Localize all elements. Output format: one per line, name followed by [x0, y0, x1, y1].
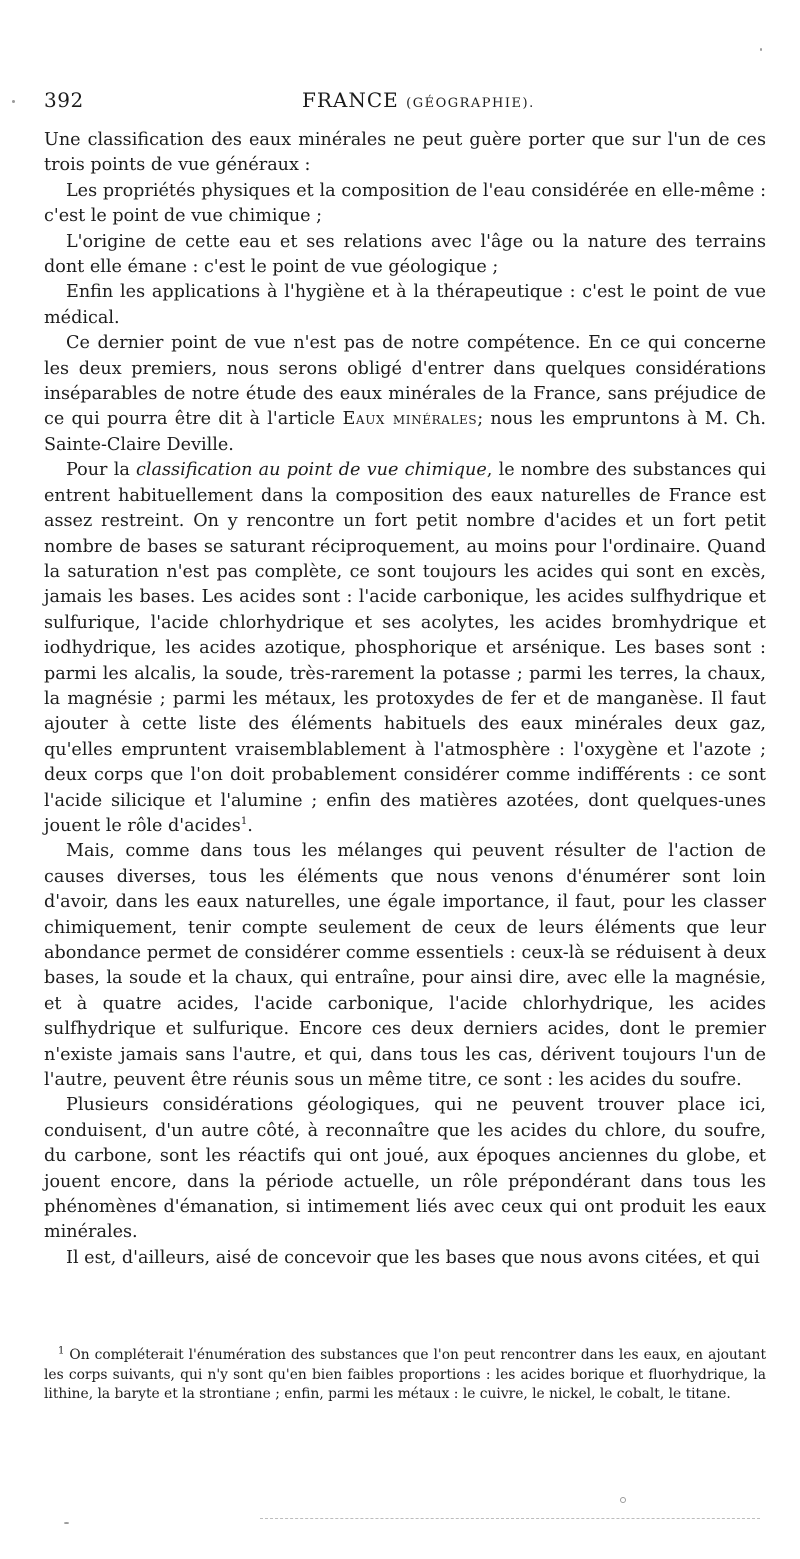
article-reference: Eaux minérales — [342, 409, 478, 430]
paragraph-6-text: , le nombre des substances qui entrent habituellement dans la composition des eaux naturelles de France est assez restreint. On y rencontre un fort petit nombre d'acides et un fort petit nombre de bases se saturant réciproquement, au moins pour l'ordinaire. Quand la saturation n'est pas complète, ce sont toujours les acides qui sont en excès, jamais les bases. Les acides sont : l'acide carbonique, les acides sulfhydrique et sulfurique, l'acide chlorhydrique et ses acolytes, les acides bromhydrique et iodhydrique, les acides azotique, phosphorique et arsénique. Les bases sont : parmi les alcalis, la soude, très-rarement la potasse ; parmi les terres, la chaux, la magnésie ; parmi les métaux, les protoxydes de fer et de manganèse. Il faut ajouter à cette liste des éléments habituels des eaux minérales deux gaz, qu'elles empruntent vraisemblablement à l'atmosphère : l'oxygène et l'azote ; deux corps que l'on doit probablement considérer comme indifférents : ce sont l'acide silicique et l'alumine ; enfin des matières azotées, dont quelques-unes jouent le rôle d'acides — [44, 460, 766, 836]
bottom-bleed-through-line — [260, 1518, 760, 1519]
footnote-marker: 1 — [58, 1345, 65, 1357]
paragraph-7: Mais, comme dans tous les mélanges qui peuvent résulter de l'action de causes diverses, tous les éléments que nous venons d'énumérer sont loin d'avoir, dans les eaux naturelles, une égale importance, il faut, pour les classer chimiquement, tenir compte seulement de ceux de leurs éléments que leur abondance permet de considérer comme essentiels : ceux-là se réduisent à deux bases, la soude et la chaux, qui entraîne, pour ainsi dire, avec elle la magnésie, et à quatre acides, l'acide carbonique, l'acide chlorhydrique, les acides sulfhydrique et sulfurique. Encore ces deux derniers acides, dont le premier n'existe jamais sans l'autre, et qui, dans tous les cas, dérivent toujours l'un de l'autre, peuvent être réunis sous un même titre, ce sont : les acides du soufre. — [44, 841, 766, 1091]
running-head — [44, 88, 764, 122]
paragraph-5-tail: ; nous les empruntons à M. Ch. Sainte-Claire Deville. — [44, 409, 766, 455]
paragraph-8: Plusieurs considérations géologiques, qui ne peuvent trouver place ici, conduisent, d'un autre côté, à reconnaître que les acides du chlore, du soufre, du carbone, sont les réactifs qui ont joué, aux époques anciennes du globe, et jouent encore, dans la période actuelle, un rôle prépondérant dans tous les phénomènes d'émanation, si intimement liés avec ceux qui ont produit les eaux minérales. — [44, 1095, 766, 1243]
paragraph-2: Les propriétés physiques et la composition de l'eau considérée en elle-même : c'est le point de vue chimique ; — [44, 180, 766, 227]
scan-speck — [12, 100, 15, 103]
footnote — [44, 1346, 766, 1405]
paragraph-4: Enfin les applications à l'hygiène et à la thérapeutique : c'est le point de vue médical. — [44, 282, 766, 328]
scan-speck — [64, 1522, 69, 1524]
paragraph-1: Une classification des eaux minérales ne peut guère porter que sur l'un de ces trois points de vue généraux : — [44, 130, 766, 176]
running-title-sub: (GÉOGRAPHIE). — [406, 96, 535, 111]
paragraph-6-lead: Pour la — [66, 460, 130, 481]
paragraph-5 — [44, 331, 766, 458]
footnote-text: On compléterait l'énumération des substances que l'on peut rencontrer dans les eaux, en ajoutant les corps suivants, qui n'y sont qu'en bien faibles proportions : les acides borique et fluorhydrique, la lithine, la baryte et la strontiane ; enfin, parmi les métaux : le cuivre, le nickel, le cobalt, le titane. — [44, 1347, 766, 1402]
page-number: 392 — [44, 88, 84, 112]
scan-speck — [620, 1497, 626, 1503]
paragraph-6-end: . — [247, 815, 253, 836]
paragraph-3: L'origine de cette eau et ses relations avec l'âge ou la nature des terrains dont elle émane : c'est le point de vue géologique ; — [44, 231, 766, 278]
paragraph-5-text: Ce dernier point de vue n'est pas de notre compétence. En ce qui concerne les deux premiers, nous serons obligé d'entrer dans quelques considérations inséparables de notre étude des eaux minérales de la France, sans préjudice de ce qui pourra être dit à l'article — [44, 333, 766, 430]
paragraph-9: Il est, d'ailleurs, aisé de concevoir que les bases que nous avons citées, et qui — [66, 1247, 760, 1268]
running-title — [302, 88, 535, 112]
footnote-reference: 1 — [240, 816, 248, 828]
paragraph-6 — [44, 458, 766, 839]
scan-speck — [760, 48, 762, 51]
running-title-main: FRANCE — [302, 88, 399, 112]
chemical-classification-emphasis: classification au point de vue chimique — [136, 460, 487, 481]
footnote-paragraph — [44, 1346, 766, 1405]
body-text — [44, 128, 766, 1271]
